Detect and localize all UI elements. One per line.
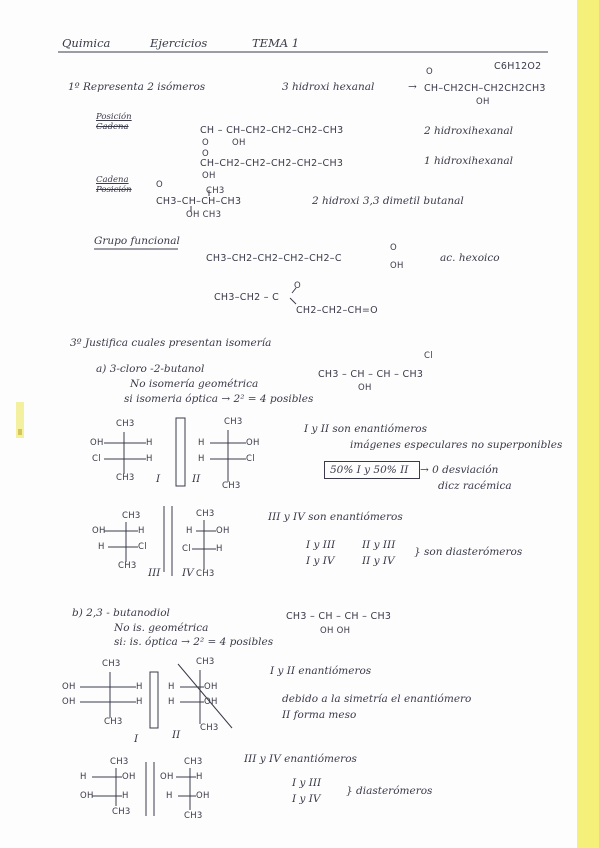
b-III-r1r: OH bbox=[122, 772, 136, 782]
a-III-bottom: CH3 bbox=[118, 561, 137, 571]
a-III-r1l: OH bbox=[92, 526, 106, 536]
cadena-label: Cadena bbox=[96, 175, 129, 185]
b-IV-r1r: H bbox=[196, 772, 203, 782]
racemic-box-text: 50% I y 50% II bbox=[330, 464, 409, 476]
q1-target-struct: CH–CH2CH–CH2CH2CH3 bbox=[424, 83, 546, 94]
a-I-bottom: CH3 bbox=[116, 473, 135, 483]
b-struct-oh: OH OH bbox=[320, 626, 351, 636]
ketone-o: O bbox=[294, 281, 301, 291]
a-dia3: II y III bbox=[362, 539, 396, 551]
b-I-r2r: H bbox=[136, 697, 143, 707]
iso2-name: 1 hidroxihexanal bbox=[424, 155, 514, 167]
a-IV-r2r: H bbox=[216, 544, 223, 554]
b-II-r2l: H bbox=[168, 697, 175, 707]
a-II-r2r: Cl bbox=[246, 454, 255, 464]
a-IV-r2l: Cl bbox=[182, 544, 191, 554]
section-title: Ejercicios bbox=[150, 36, 208, 50]
cadena-label-struck: Posición bbox=[96, 185, 132, 195]
funcional-label: Grupo funcional bbox=[94, 235, 180, 247]
a-IV-label: IV bbox=[182, 567, 194, 579]
a-note1: I y II son enantiómeros bbox=[304, 423, 427, 435]
b-note3: II forma meso bbox=[282, 709, 357, 721]
b-III-r2r: H bbox=[122, 791, 129, 801]
q1-arrow: → bbox=[408, 81, 417, 93]
a-dia-label: } son diasterómeros bbox=[414, 546, 523, 558]
b-I-label: I bbox=[134, 733, 139, 745]
cadena-oh-ch3: OH CH3 bbox=[186, 210, 222, 220]
topic-title: TEMA 1 bbox=[252, 36, 300, 50]
ketone-left: CH3–CH2 – C bbox=[214, 292, 280, 303]
iso2-oh: OH bbox=[202, 171, 216, 181]
a-I-r2l: Cl bbox=[92, 454, 101, 464]
cadena-struct: CH3–CH–CH–CH3 bbox=[156, 196, 242, 207]
a-dia1: I y III bbox=[306, 539, 336, 551]
b-III-r1l: H bbox=[80, 772, 87, 782]
a-dia4: II y IV bbox=[362, 555, 395, 567]
b-note1: I y II enantiómeros bbox=[270, 665, 372, 677]
iso1-name: 2 hidroxihexanal bbox=[424, 125, 514, 137]
b-IV-bottom: CH3 bbox=[184, 811, 203, 821]
b-dia1: I y III bbox=[292, 777, 322, 789]
a-II-label: II bbox=[192, 473, 201, 485]
a-I-label: I bbox=[156, 473, 161, 485]
a-IV-bottom: CH3 bbox=[196, 569, 215, 579]
b-note2: debido a la simetría el enantiómero bbox=[282, 693, 472, 705]
b-I-top: CH3 bbox=[102, 659, 121, 669]
b-IV-r1l: OH bbox=[160, 772, 174, 782]
a-IV-top: CH3 bbox=[196, 509, 215, 519]
a-I-top: CH3 bbox=[116, 419, 135, 429]
a-dia2: I y IV bbox=[306, 555, 335, 567]
a-IV-r1r: OH bbox=[216, 526, 230, 536]
b-note4: III y IV enantiómeros bbox=[244, 753, 357, 765]
a-II-bottom: CH3 bbox=[222, 481, 241, 491]
b-I-r1r: H bbox=[136, 682, 143, 692]
a-III-label: III bbox=[148, 567, 161, 579]
cadena-o-top: O bbox=[156, 180, 163, 190]
b-II-r2r: OH bbox=[204, 697, 218, 707]
iso1-o: O bbox=[202, 138, 209, 148]
a-I-r2r: H bbox=[146, 454, 153, 464]
acid-o: O bbox=[390, 243, 397, 253]
a-struct-cl: Cl bbox=[424, 351, 433, 361]
a-III-r2l: H bbox=[98, 542, 105, 552]
cadena-ch3-top: CH3 bbox=[206, 186, 225, 196]
a-III-r1r: H bbox=[138, 526, 145, 536]
b-I-r2l: OH bbox=[62, 697, 76, 707]
racemic-arrow: → 0 desviación bbox=[420, 464, 499, 476]
ketone-right: CH2–CH2–CH=O bbox=[296, 305, 378, 316]
b-IV-r2r: OH bbox=[196, 791, 210, 801]
b-III-bottom: CH3 bbox=[112, 807, 131, 817]
b-II-label: II bbox=[172, 729, 181, 741]
b-dia-label: } diasterómeros bbox=[346, 785, 433, 797]
a-II-r1r: OH bbox=[246, 438, 260, 448]
a-name: a) 3-cloro -2-butanol bbox=[96, 363, 205, 375]
a-III-top: CH3 bbox=[122, 511, 141, 521]
b-II-r1l: H bbox=[168, 682, 175, 692]
q1-target-name: 3 hidroxi hexanal bbox=[282, 81, 375, 93]
iso2-o: O bbox=[202, 149, 209, 159]
a-II-top: CH3 bbox=[224, 417, 243, 427]
a-struct-oh: OH bbox=[358, 383, 372, 393]
posicion-label: Posición bbox=[96, 112, 132, 122]
racemic-name: dicz racémica bbox=[438, 480, 512, 492]
iso1-struct: CH – CH–CH2–CH2–CH2–CH3 bbox=[200, 125, 344, 136]
b-si-optica: si: is. óptica → 2² = 4 posibles bbox=[114, 636, 274, 648]
a-note2: imágenes especulares no superponibles bbox=[350, 439, 563, 451]
q1-prompt: 1º Representa 2 isómeros bbox=[68, 81, 206, 93]
b-IV-top: CH3 bbox=[184, 757, 203, 767]
acid-oh: OH bbox=[390, 261, 404, 271]
b-name: b) 2,3 - butanodiol bbox=[72, 607, 170, 619]
a-I-r1l: OH bbox=[90, 438, 104, 448]
cadena-name: 2 hidroxi 3,3 dimetil butanal bbox=[312, 195, 464, 207]
a-I-r1r: H bbox=[146, 438, 153, 448]
iso1-oh: OH bbox=[232, 138, 246, 148]
a-si-optica: si isomeria óptica → 2² = 4 posibles bbox=[124, 393, 314, 405]
acid-name: ac. hexoico bbox=[440, 252, 500, 264]
subject-title: Quimica bbox=[62, 36, 111, 50]
b-II-top: CH3 bbox=[196, 657, 215, 667]
b-IV-r2l: H bbox=[166, 791, 173, 801]
b-III-r2l: OH bbox=[80, 791, 94, 801]
acid-struct: CH3–CH2–CH2–CH2–CH2–C bbox=[206, 253, 342, 264]
q1-target-oh: OH bbox=[476, 97, 490, 107]
a-no-geo: No isomería geométrica bbox=[130, 378, 259, 390]
q3-prompt: 3º Justifica cuales presentan isomería bbox=[70, 337, 272, 349]
b-III-top: CH3 bbox=[110, 757, 129, 767]
iso2-struct: CH–CH2–CH2–CH2–CH2–CH3 bbox=[200, 158, 344, 169]
b-II-bottom: CH3 bbox=[200, 723, 219, 733]
a-struct: CH3 – CH – CH – CH3 bbox=[318, 369, 424, 380]
q1-target-o: O bbox=[426, 67, 433, 77]
a-II-r1l: H bbox=[198, 438, 205, 448]
a-IV-r1l: H bbox=[186, 526, 193, 536]
b-I-bottom: CH3 bbox=[104, 717, 123, 727]
b-II-r1r: OH bbox=[204, 682, 218, 692]
a-note3: III y IV son enantiómeros bbox=[268, 511, 403, 523]
posicion-label-struck: Cadena bbox=[96, 122, 129, 132]
b-no-geo: No is. geométrica bbox=[114, 622, 209, 634]
a-III-r2r: Cl bbox=[138, 542, 147, 552]
b-struct: CH3 – CH – CH – CH3 bbox=[286, 611, 392, 622]
q1-formula: C6H12O2 bbox=[494, 61, 542, 72]
b-I-r1l: OH bbox=[62, 682, 76, 692]
a-II-r2l: H bbox=[198, 454, 205, 464]
b-dia2: I y IV bbox=[292, 793, 321, 805]
